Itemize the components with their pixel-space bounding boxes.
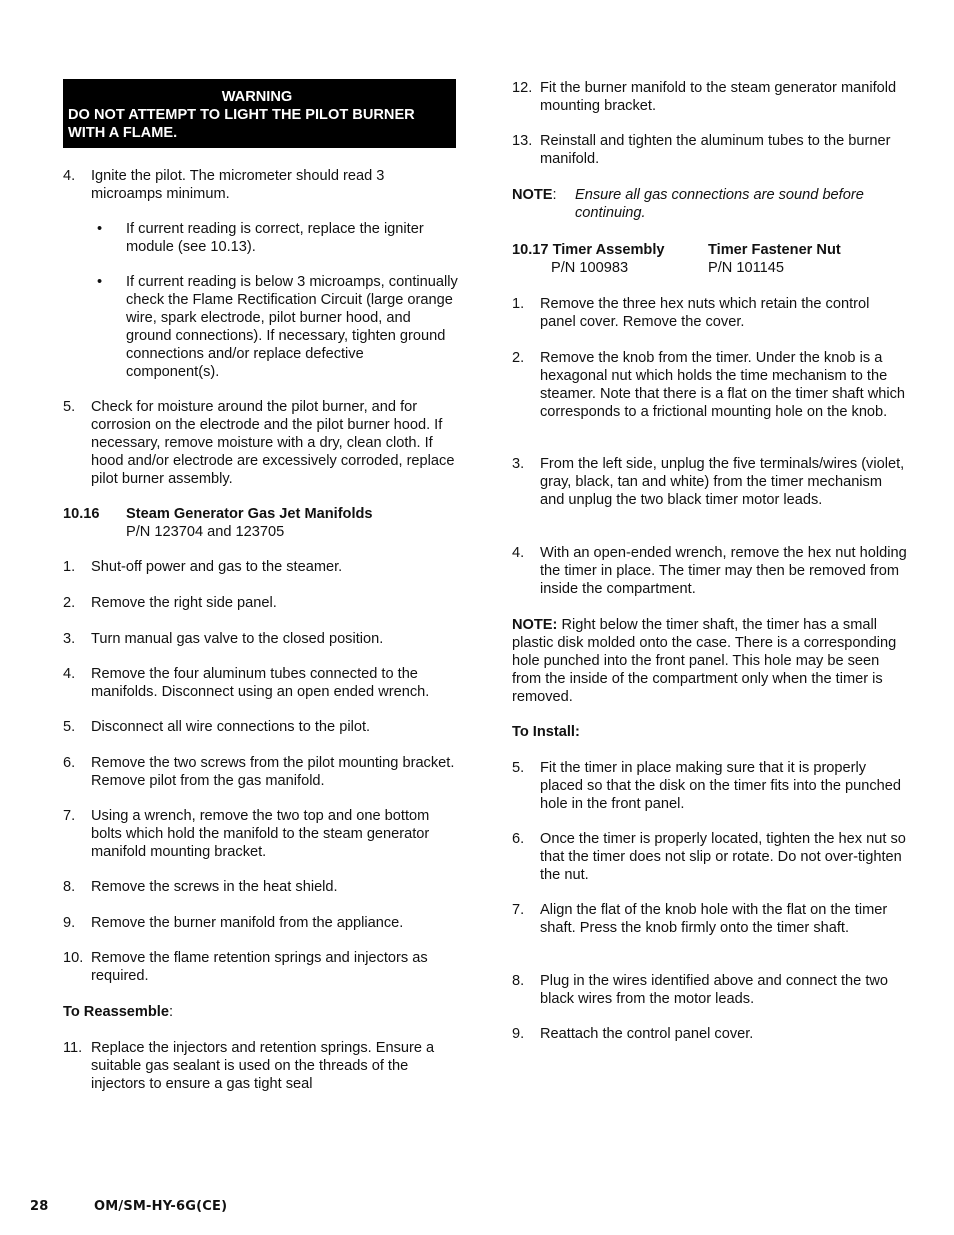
step-number: 4. bbox=[512, 545, 525, 561]
section-number: 10.16 bbox=[63, 506, 100, 522]
step-item bbox=[63, 594, 459, 612]
step-text: Remove the flame retention springs and injectors as required. bbox=[91, 950, 428, 984]
step-text: Remove the four aluminum tubes connected to the manifolds. Disconnect using an open ended wrench. bbox=[91, 666, 430, 700]
step-item bbox=[63, 807, 459, 861]
step-item bbox=[512, 349, 907, 421]
step-item bbox=[512, 830, 907, 884]
step-number: 3. bbox=[512, 456, 525, 472]
step-number: 8. bbox=[512, 973, 525, 989]
note-label: NOTE: bbox=[512, 617, 558, 633]
note-label: NOTE bbox=[512, 187, 553, 203]
step-item bbox=[63, 665, 459, 701]
step-text: Remove the two screws from the pilot mounting bracket. Remove pilot from the gas manifold. bbox=[91, 755, 455, 789]
warning-line-1: DO NOT ATTEMPT TO LIGHT THE PILOT BURNER bbox=[68, 107, 415, 124]
step-number: 6. bbox=[63, 755, 76, 771]
step-number: 7. bbox=[63, 808, 76, 824]
note-timer-disk bbox=[512, 616, 907, 706]
bullet-item bbox=[97, 220, 459, 256]
step-number: 5. bbox=[63, 719, 76, 735]
step-text: Reattach the control panel cover. bbox=[540, 1026, 754, 1042]
step-item bbox=[63, 718, 459, 736]
step-item bbox=[63, 754, 459, 790]
step-item bbox=[512, 132, 907, 168]
step-number: 5. bbox=[512, 760, 525, 776]
step-text: With an open-ended wrench, remove the hex nut holding the timer in place. The timer may then be removed from inside the compartment. bbox=[540, 545, 907, 597]
timer-nut-title: Timer Fastener Nut bbox=[708, 242, 841, 258]
step-item bbox=[63, 914, 459, 932]
step-text: Remove the three hex nuts which retain the control panel cover. Remove the cover. bbox=[540, 296, 870, 330]
step-item bbox=[512, 295, 907, 331]
step-item bbox=[512, 455, 907, 509]
step-text: From the left side, unplug the five terminals/wires (violet, gray, black, tan and white) from the timer mechanism and unplug the two black timer motor leads. bbox=[540, 456, 905, 508]
step-item bbox=[63, 878, 459, 896]
step-text: Shut-off power and gas to the steamer. bbox=[91, 559, 343, 575]
warning-title: WARNING bbox=[221, 89, 293, 105]
step-text: Turn manual gas valve to the closed position. bbox=[91, 631, 384, 647]
step-number: 5. bbox=[63, 399, 76, 415]
warning-line-2: WITH A FLAME. bbox=[68, 125, 178, 142]
bullet-text: If current reading is below 3 microamps, continually check the Flame Rectification Circuit (large orange wire, spark electrode, pilot burner hood, and ground connections). If necessary, tighten ground connections and/or replace defective component(s). bbox=[126, 274, 458, 380]
step-item bbox=[63, 949, 459, 985]
step-text: Remove the right side panel. bbox=[91, 595, 277, 611]
step-text: Replace the injectors and retention springs. Ensure a suitable gas sealant is used on the threads of the injectors to ensure a gas tight seal bbox=[91, 1040, 435, 1092]
bullet-dot: • bbox=[97, 221, 103, 237]
step-text: Align the flat of the knob hole with the flat on the timer shaft. Press the knob firmly onto the timer shaft. bbox=[540, 902, 888, 936]
note-text: Right below the timer shaft, the timer has a small plastic disk molded onto the case. There is a corresponding hole punched into the front panel. This hole may be seen from the inside of the compartment only when the timer is removed. bbox=[512, 617, 897, 705]
bullet-dot: • bbox=[97, 274, 103, 290]
step-number: 9. bbox=[512, 1026, 525, 1042]
step-text: Remove the screws in the heat shield. bbox=[91, 879, 338, 895]
step-number: 7. bbox=[512, 902, 525, 918]
step-text: Reinstall and tighten the aluminum tubes to the burner manifold. bbox=[540, 133, 891, 167]
timer-nut-part-number: P/N 101145 bbox=[708, 260, 784, 276]
step-text: Fit the burner manifold to the steam generator manifold mounting bracket. bbox=[540, 80, 897, 114]
step-text: Check for moisture around the pilot burner, and for corrosion on the electrode and the pilot burner hood. If necessary, remove moisture with a dry, clean cloth. If hood and/or electrode are excessively corroded, replace pilot burner assembly. bbox=[91, 399, 455, 487]
step-item bbox=[63, 630, 459, 648]
install-heading: To Install: bbox=[512, 724, 580, 740]
section-part-number: P/N 123704 and 123705 bbox=[126, 524, 285, 540]
step-number: 6. bbox=[512, 831, 525, 847]
timer-assembly-part-number: P/N 100983 bbox=[551, 260, 629, 276]
step-text: Disconnect all wire connections to the pilot. bbox=[91, 719, 371, 735]
note-gas-connections bbox=[512, 186, 907, 222]
reassemble-colon: : bbox=[168, 1004, 174, 1020]
step-item bbox=[512, 544, 907, 598]
step-number: 12. bbox=[512, 80, 533, 96]
step-number: 9. bbox=[63, 915, 76, 931]
step-text: Plug in the wires identified above and connect the two black wires from the motor leads. bbox=[540, 973, 889, 1007]
step-text: Remove the burner manifold from the appliance. bbox=[91, 915, 404, 931]
step-number: 8. bbox=[63, 879, 76, 895]
step-text: Ignite the pilot. The micrometer should read 3 microamps minimum. bbox=[91, 168, 385, 202]
step-item bbox=[512, 1025, 907, 1043]
section-title: Steam Generator Gas Jet Manifolds bbox=[126, 506, 373, 522]
step-item bbox=[63, 1039, 459, 1093]
step-number: 13. bbox=[512, 133, 533, 149]
step-text: Fit the timer in place making sure that it is properly placed so that the disk on the timer fits into the punched hole in the front panel. bbox=[540, 760, 902, 812]
step-number: 4. bbox=[63, 666, 76, 682]
step-number: 2. bbox=[63, 595, 76, 611]
step-item bbox=[512, 759, 907, 813]
warning-box bbox=[63, 79, 456, 148]
step-item bbox=[512, 79, 907, 115]
bullet-item bbox=[97, 273, 459, 381]
step-number: 11. bbox=[63, 1040, 83, 1056]
step-item bbox=[512, 972, 907, 1008]
section-heading-10-16 bbox=[63, 505, 459, 541]
note-text: Ensure all gas connections are sound before continuing. bbox=[575, 187, 864, 221]
reassemble-heading bbox=[63, 1003, 459, 1021]
step-item bbox=[63, 167, 459, 203]
step-item bbox=[63, 558, 459, 576]
step-number: 10. bbox=[63, 950, 84, 966]
step-number: 4. bbox=[63, 168, 76, 184]
step-number: 3. bbox=[63, 631, 76, 647]
step-text: Remove the knob from the timer. Under the knob is a hexagonal nut which holds the time mechanism to the steamer. Note that there is a flat on the timer shaft which corresponds to a frictional mounting hole on the knob. bbox=[540, 350, 906, 420]
note-colon: : bbox=[552, 187, 557, 203]
step-number: 1. bbox=[512, 296, 525, 312]
step-text: Using a wrench, remove the two top and one bottom bolts which hold the manifold to the steam generator manifold mounting bracket. bbox=[91, 808, 430, 860]
timer-assembly-title: 10.17 Timer Assembly bbox=[512, 242, 665, 258]
page-number: 28 bbox=[30, 1199, 49, 1214]
step-number: 2. bbox=[512, 350, 525, 366]
reassemble-label: To Reassemble bbox=[63, 1004, 169, 1020]
document-code: OM/SM-HY-6G(CE) bbox=[94, 1199, 228, 1214]
step-text: Once the timer is properly located, tighten the hex nut so that the timer does not slip or rotate. Do not over-tighten the nut. bbox=[540, 831, 906, 883]
step-item bbox=[512, 901, 907, 937]
bullet-text: If current reading is correct, replace the igniter module (see 10.13). bbox=[126, 221, 424, 255]
step-item bbox=[63, 398, 459, 488]
step-number: 1. bbox=[63, 559, 76, 575]
